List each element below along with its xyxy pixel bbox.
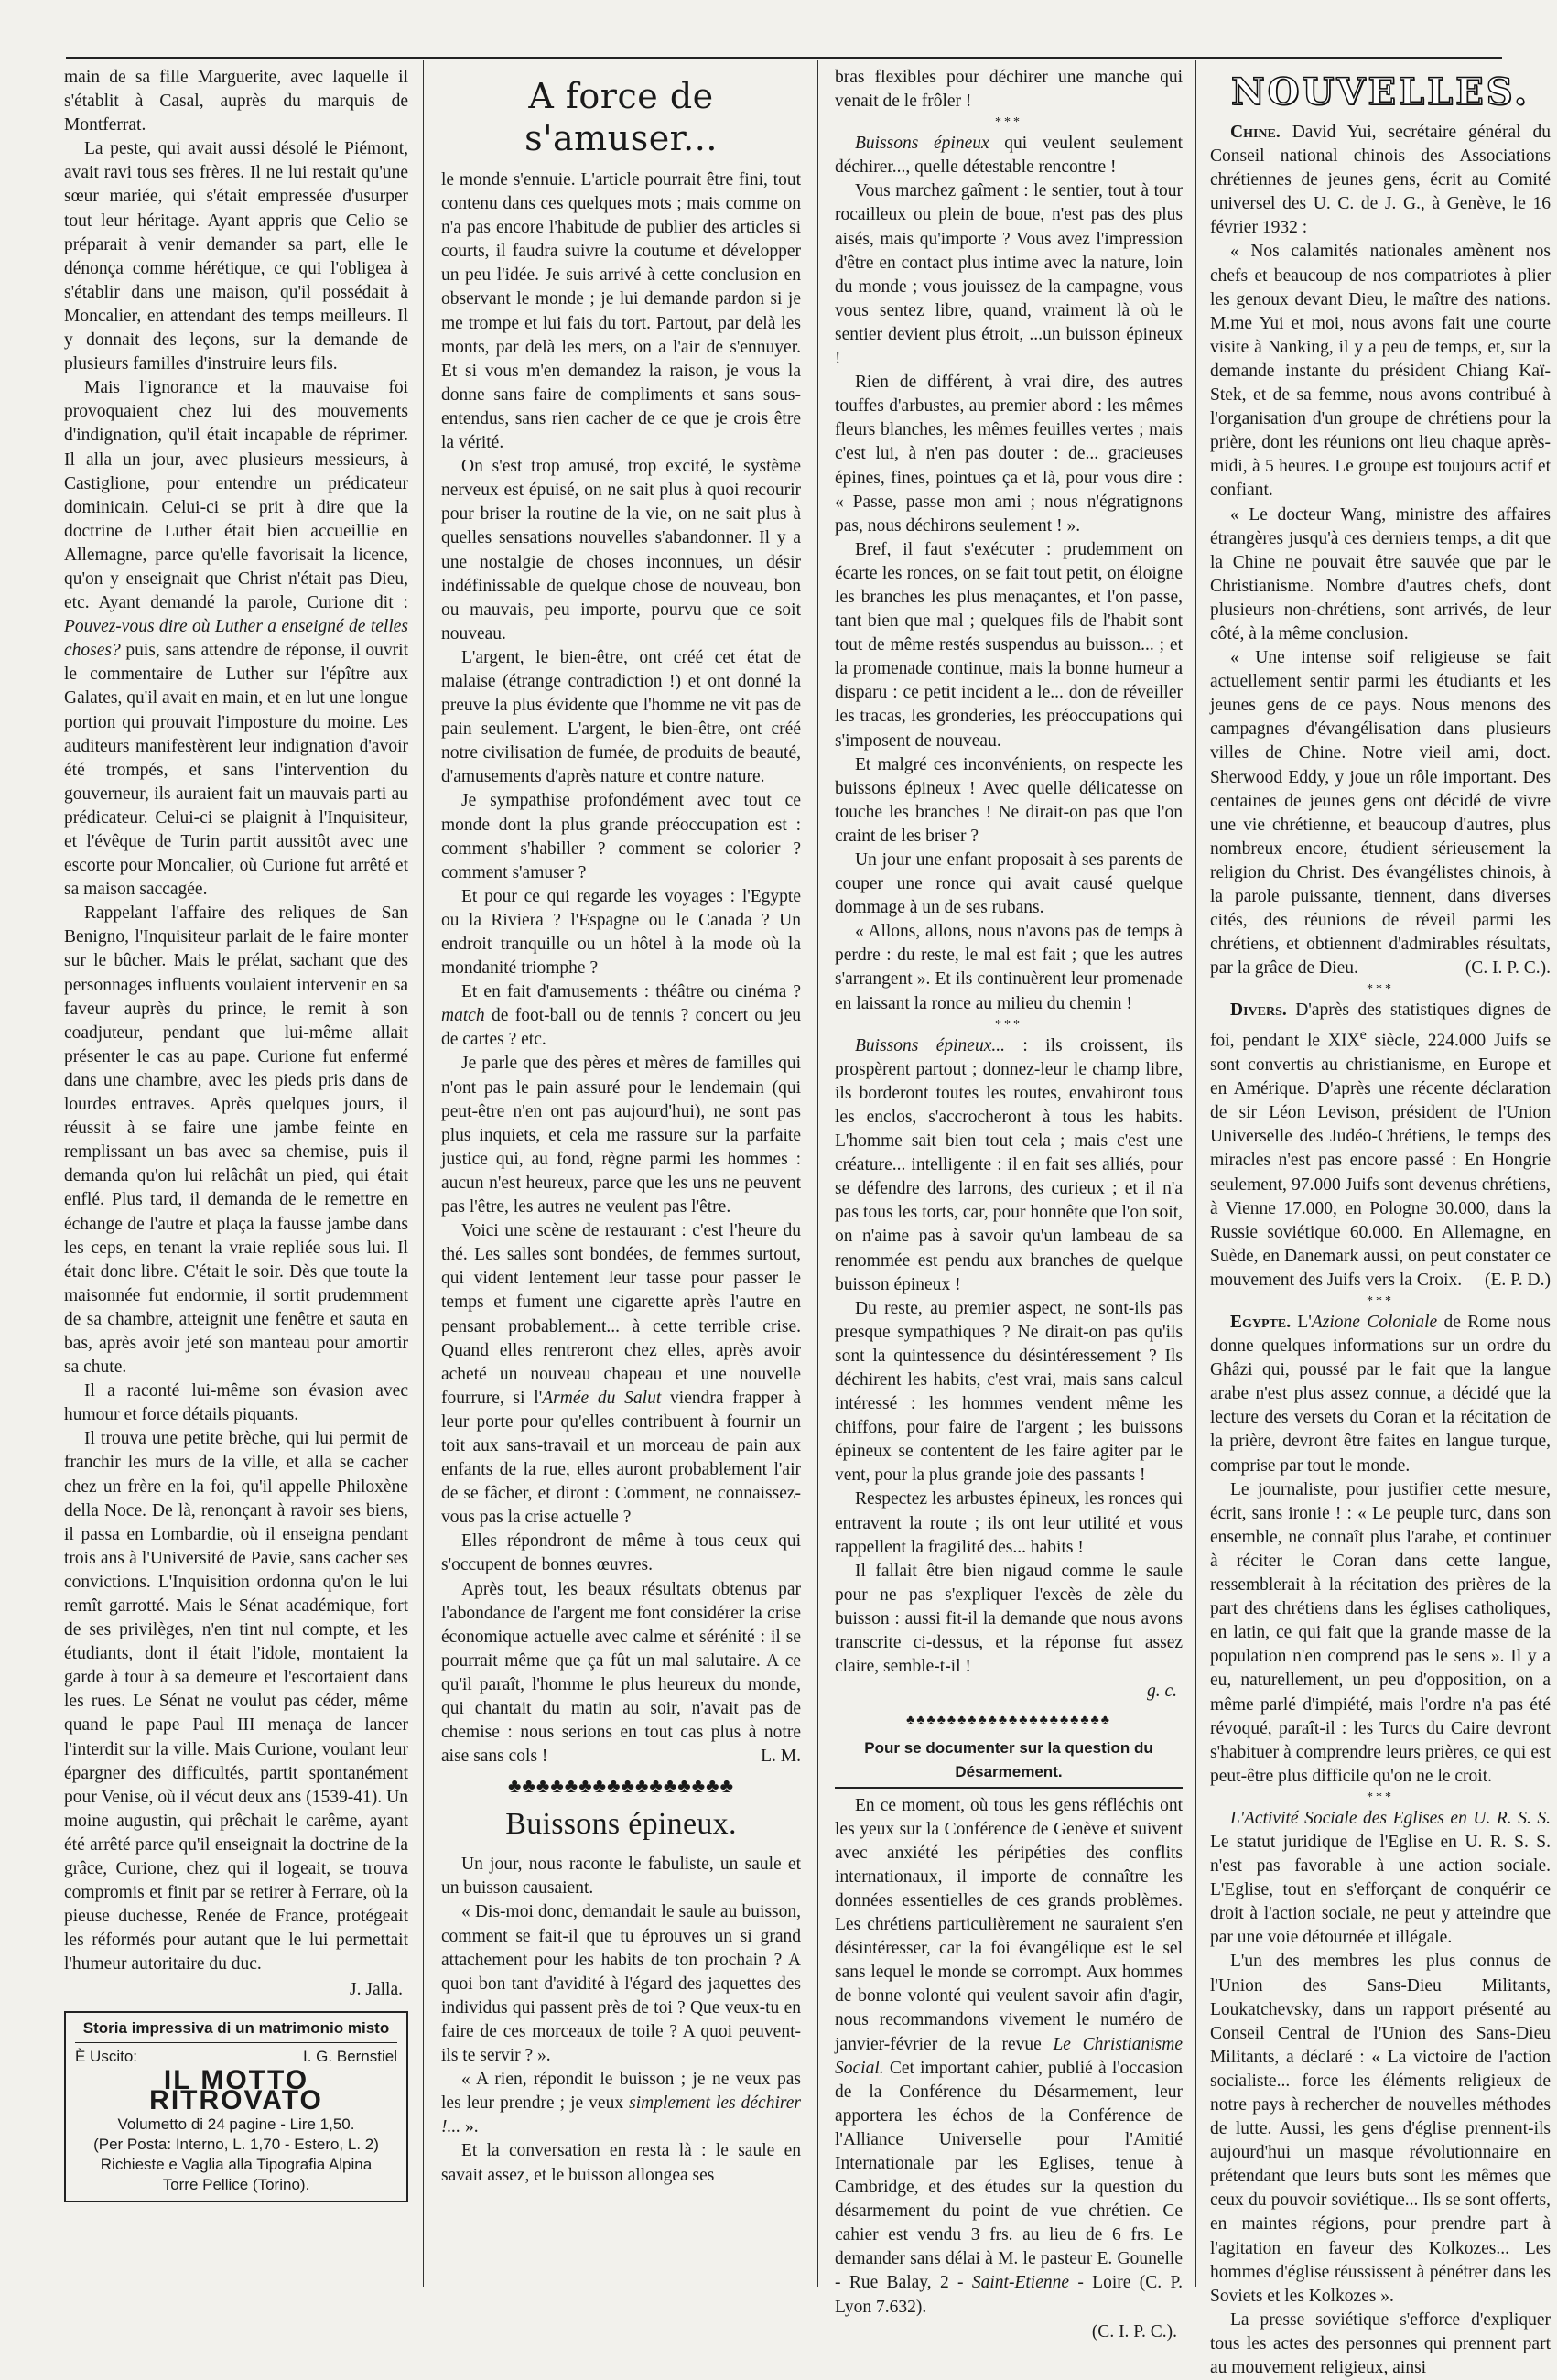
text-run: viendra frapper à leur porte pour qu'elles contribuent à fournir un toit aux sans-travail et un morceau de pain aux enfants de la rue, elles auront probablement l'air de se fâcher, et diront : Comment, ne connaissez-vous pas la crise actuelle ? (441, 1388, 801, 1528)
text-run: qui veulent seulement déchirer..., quelle détestable rencontre ! (835, 134, 1183, 178)
text-run: « A rien, répondit le buisson ; je ne veux pas les leur prendre ; je veux (441, 2070, 801, 2114)
paragraph: Il fallait être bien nigaud comme le saule pour ne pas s'expliquer l'excès de zèle du buisson : aussi fit-il la demande que nous avons transcrite ci-dessus, et la réponse fut assez claire, semble-t-il ! (835, 1561, 1183, 1677)
paragraph: le monde s'ennuie. L'article pourrait être fini, tout contenu dans ces quelques mots ; mais comme on n'a pas encore l'habitude de publier des articles si courts, il faudra suivre la coutume et développer un peu l'idée. Je suis arrivé à cette conclusion en observant le monde ; je lui demande pardon si je me trompe et lui fais du tort. Partout, par delà les monts, par delà les mers, on a l'air de s'ennuyer. Et si vous m'en demandez la raison, je vous la donne sans faire de compliments et sans sous-entendus, sans rien cacher de ce que je crois être la vérité. (441, 170, 801, 453)
ad-address: Torre Pellice (Torino). (162, 2175, 310, 2193)
italic-word: match (441, 1006, 485, 1026)
italic-word: Buissons épineux... (855, 1035, 1005, 1055)
paragraph (835, 132, 1183, 179)
text-run: : ils croissent, ils prospèrent partout ; donnez-leur le champ libre, ils borderont toutes les routes, envahiront tous les enclos, s'accrocheront à tous les habits. L'homme sait bien tout cela ; mais c'est une créature... intelligente : il en fait ses alliés, pour se défendre des larrons, des curieux ; et il n'a pas tous les torts, car, pour honnête que l'on soit, on n'aime pas à savoir qu'un lambeau de sa renommée est pendu aux branches de quelque buisson épineux ! (835, 1035, 1183, 1294)
ad-book-title: IL MOTTO RITROVATO (149, 2064, 323, 2115)
section-stars: *** (1367, 982, 1394, 997)
paragraph: On s'est trop amusé, trop excité, le système nerveux est épuisé, on ne sait plus à quoi recourir pour briser la routine de la vie, on ne sait plus à quelles sensations nouvelles s'abandonner. Il y a une nostalgie de choses inconnues, un désir indéfinissable de quelque chose de nouveau, bon ou mauvais, peu importe, pourvu que ce soit nouveau. (441, 457, 801, 644)
text-run: L' (1291, 1313, 1312, 1332)
ad-row (75, 2047, 397, 2067)
paragraph: Bref, il faut s'exécuter : prudemment on écarte les ronces, on se fait tout petit, on éloigne les branches les plus menaçantes, et l'on passe, tant bien que mal ; quelques fils de l'habit sont tout de même restés suspendus au buisson... ; et la promenade continue, mais la bonne humeur a disparu : ce petit incident a le... don de réveiller les tracas, les gronderies, les préoccupations qui s'imposent de nouveau. (835, 539, 1183, 751)
paragraph (441, 980, 801, 1052)
italic-title: Azione Coloniale (1311, 1313, 1438, 1332)
ornament-divider: ♣♣♣♣♣♣♣♣♣♣♣♣♣♣♣♣♣♣♣♣ (906, 1714, 1111, 1728)
text-run: Mais l'ignorance et la mauvaise foi provoquaient chez lui des mouvements d'indignation, qu'il était incapable de réprimer. Il alla un jour, avec plusieurs messieurs, à Castiglione, pour entendre un prédicateur dominicain. Celui-ci se prit à dire que la doctrine de Luther était bien accueillie en Allemagne, parce qu'elle favorisait la licence, qu'on y enseignait que Christ n'était pas Dieu, etc. Ayant demandé la parole, Curione dit : (64, 378, 408, 613)
text-run: D'après des statistiques dignes de foi, pendant le XIX (1210, 1001, 1551, 1051)
italic-quote: Pouvez-vous dire où Luther a enseigné de telles choses? (64, 617, 408, 661)
top-rule (66, 57, 1502, 59)
section-subhead: Pour se documenter sur la question du Désarmement. (835, 1736, 1183, 1788)
italic-word: Armée du Salut (542, 1388, 662, 1408)
italic-word: Saint-Etienne (971, 2273, 1070, 2293)
text-run: Cet important cahier, publié à l'occasion de la Conférence du Désarmement, leur apportera les échos de la Conférence de l'Alliance Universelle pour l'Amitié Internationale par les Eglises, tenue à Cambridge, et des études sur la question du désarmement du point de vue chrétien. Ce cahier est vendu 3 frs. au lieu de 6 frs. Le demander sans délai à M. le pasteur E. Gounelle - Rue Balay, 2 - (835, 2058, 1183, 2293)
column-4 (1210, 66, 1551, 2378)
paragraph: Le journaliste, pour justifier cette mesure, écrit, sans ironie ! : « Le peuple turc, dans son ensemble, ne connaît plus l'arabe, et continuer à réciter le Coran dans cette langue, ressemblerait à la récitation des prières de la part des chrétiens dans les églises catholiques, en latin, ce qui fait que la grande masse de la population n'en comprend pas le sens ». Il y a eu, naturellement, un peu d'opposition, on a même parlé d'impiété, mais l'ordre n'a pas été révoqué, paraît-il : les Turcs du Caire devront s'habituer à comprendre leurs prières, ce qui est peut-être plus difficile qu'on ne le croit. (1210, 1479, 1551, 1786)
source-signature: (E. P. D.) (1484, 1270, 1551, 1290)
news-label: Chine. (1230, 123, 1281, 142)
italic-word: Buissons épineux (855, 134, 989, 154)
paragraph: Rien de différent, à vrai dire, des autres touffes d'arbustes, au premier abord : les mêmes fleurs blanches, les mêmes feuilles vertes ; mais c'est lui, à n'en pas douter : de... gracieuses épines, fines, pointues ça et là, pour vous dire : « Passe, passe mon ami ; nous n'égratignons pas, nous déchirons seulement ! ». (835, 373, 1183, 536)
paragraph (441, 1578, 801, 1769)
paragraph: La peste, qui avait aussi désolé le Piémont, avait ravi tous ses frères. Il ne lui restait qu'une sœur mariée, qui s'était empressée d'usurper tout leur héritage. Ayant appris que Celio se préparait à venir demander sa part, elle le dénonça comme hérétique, ce qui l'obligea à s'établir dans une maison, qu'il possédait à Moncalier, en attendant des temps meilleurs. Il y donnait des leçons, sur la demande de plusieurs familles d'instruire leurs fils. (64, 139, 408, 374)
paragraph: « Allons, allons, nous n'avons pas de temps à perdre : du reste, le mal est fait ; que les autres s'arrangent ». Et ils continuèrent leur promenade en laissant la ronce au milieu du chemin ! (835, 922, 1183, 1013)
section-stars: *** (995, 115, 1022, 130)
paragraph (64, 376, 408, 902)
paragraph: Je sympathise profondément avec tout ce monde dont la plus grande préoccupation est : comment s'habiller ? comment se colorier ? comment s'amuser ? (441, 791, 801, 882)
paragraph (1210, 999, 1551, 1293)
ad-label: È Uscito: (75, 2047, 138, 2065)
ad-postage: (Per Posta: Interno, L. 1,70 - Estero, L. 2) (93, 2135, 379, 2153)
text-run: de Rome nous donne quelques informations sur un ordre du Ghâzi qui, poussé par le fait que la langue arabe n'est plus assez connue, a décidé que la lecture des versets du Coran et la récitation de la prière, devront être faites en langue turque, comprise par tout le monde. (1210, 1313, 1551, 1476)
paragraph: Un jour, nous raconte le fabuliste, un saule et un buisson causaient. (441, 1855, 801, 1899)
section-stars: *** (1367, 1294, 1394, 1308)
italic-quote: simplement les déchirer !... (441, 2093, 801, 2137)
paragraph (835, 1794, 1183, 2320)
column-3 (835, 66, 1183, 2342)
paragraph: Et pour ce qui regarde les voyages : l'Egypte ou la Riviera ? l'Espagne ou le Canada ? Un endroit tranquille ou un hôtel à la mode où la mondanité triomphe ? (441, 886, 801, 979)
news-label: Egypte. (1230, 1313, 1292, 1332)
text-run: de foot-ball ou de tennis ? concert ou jeu de cartes ? etc. (441, 1006, 801, 1050)
author-signature (835, 1680, 1183, 1704)
article-headline: Buissons épineux. (505, 1807, 737, 1842)
paragraph: « Dis-moi donc, demandait le saule au buisson, comment se fait-il que tu éprouves un si grand attachement pour les habits de ton prochain ? A quoi bon tant d'avidité à l'égard des jaquettes des individus qui passent près de toi ? Que veux-tu en faire de ces morceaux de toile ? A quoi peuvent-ils te servir ? ». (441, 1902, 801, 2066)
paragraph: Et malgré ces inconvénients, on respecte les buissons épineux ! Avec quelle délicatesse on touche les branches ! Ne dirait-on pas que l'on craint de les briser ? (835, 754, 1183, 846)
text-run: ». (460, 2117, 479, 2137)
paragraph (441, 1219, 801, 1530)
paragraph (835, 1034, 1183, 1297)
author-signature: L. M. (761, 1747, 801, 1767)
ad-author: I. G. Bernstiel (303, 2047, 397, 2065)
paragraph: Il trouva une petite brèche, qui lui permit de franchir les murs de la ville, et alla se cacher chez un frère en la foi, qu'il appelle Philoxène della Noce. De là, renonçant à ravoir ses biens, il passa en Lombardie, où il enseigna pendant trois ans à l'Université de Pavie, sans cacher ses convictions. L'Inquisition ordonna qu'on le lui remît garrotté. Mais le Sénat académique, fort de ses privilèges, n'en tint nul compte, et les étudiants, dont il était l'idole, montaient la garde à tour à sa demeure et l'escortaient dans les rues. Le Sénat ne voulut pas céder, même quand le pape Paul III menaça de lancer l'interdit sur la ville. Mais Curione, voulant leur épargner des difficultés, partit spontanément pour Venise, où il vécut deux ans (1539-41). Un moine augustin, qui prêchait le carême, ayant été arrêté parce qu'il enseignait la doctrine de la grâce, Curione, chez qui il logeait, se trouva compromis et finit par se retirer à Ferrare, où la pieuse duchesse, Renée de France, protégeait les réformés pour autant que le lui permettait l'humeur autoritaire du duc. (64, 1429, 408, 1974)
section-stars: *** (1367, 1790, 1394, 1804)
author-signature: J. Jalla. (350, 1979, 403, 1999)
text-run: Et en fait d'amusements : théâtre ou cinéma ? (461, 982, 801, 1002)
column-1 (64, 66, 408, 2281)
text-run: Le statut juridique de l'Eglise en U. R. S. S. n'est pas favorable à une action sociale. L'Eglise, tout en s'efforçant de conquérir ce droit à l'action sociale, ne peut y atteindre que par une voie détournée et illégale. (1210, 1832, 1551, 1948)
section-stars: *** (995, 1017, 1022, 1032)
ad-price: Volumetto di 24 pagine - Lire 1,50. (117, 2115, 355, 2133)
text-run: « Une intense soif religieuse se fait actuellement sentir parmi les étudiants et les jeunes gens de ce pays. Nous menons des campagnes d'évangélisation dans plusieurs villes de Chine. Notre vieil ami, doct. Sherwood Eddy, y joue un rôle important. Des centaines de jeunes gens ont décidé de vivre une vie chrétienne, et beaucoup d'autres, plus nombreux encore, étudient sérieusement la religion du Christ. Des évangélistes chinois, à la parole puissante, tiennent, dans diverses cités, des réunions de réveil parmi les chrétiens, et obtiennent d'admirables résultats, par la grâce de Dieu. (1210, 648, 1551, 979)
advertisement-box (64, 2011, 408, 2202)
paragraph: Vous marchez gaîment : le sentier, tout à tour rocailleux ou plein de boue, n'est pas des plus aisés, mais qu'importe ? Vous avez l'impression d'être en contact plus intime avec la nature, loin du monde ; vous jouissez de la campagne, vous vous sentez libre, quand, vraiment là où le sentier devient plus étroit, ...un buisson épineux ! (835, 181, 1183, 369)
paragraph: Un jour une enfant proposait à ses parents de couper une ronce qui avait causé quelque dommage à un de ses rubans. (835, 850, 1183, 918)
text-run: puis, sans attendre de réponse, il ouvrit le commentaire de Luther sur l'épître aux Galates, qu'il avait en main, et en lut une longue portion qui prouvait l'imposture du moine. Les auditeurs manifestèrent leur indignation d'avoir été trompés, et sans l'intervention du gouverneur, ils auraient fait un mauvais parti au prédicateur. Celui-ci se plaignit à l'Inquisiteur, et l'évêque de Turin partit aussitôt avec une escorte pour Moncalier, où Curione fut arrêté et sa maison saccagée. (64, 641, 408, 900)
section-title: NOUVELLES. (1231, 70, 1530, 114)
text-run: En ce moment, où tous les gens réfléchis ont les yeux sur la Conférence de Genève et suivent avec anxiété les péripéties des conflits internationaux, il importe de connaître les données essentielles de ces grands problèmes. Les chrétiens particulièrement ne sauraient s'en désintéresser, car la foi évangélique est le sel sans lequel le monde se corrompt. Aux hommes de bonne volonté qui veulent savoir afin d'agir, nous recommandons vivement le numéro de janvier-février de la revue (835, 1795, 1183, 2054)
text-run: David Yui, secrétaire général du Conseil national chinois des Associations chrétiennes de jeunes gens, écrit au Comité universel des U. C. de J. G., à Genève, le 16 février 1932 : (1210, 123, 1551, 238)
paragraph: Il a raconté lui-même son évasion avec humour et force détails piquants. (64, 1381, 408, 1425)
paragraph: « Le docteur Wang, ministre des affaires étrangères jusqu'à ces derniers temps, a dit que la Chine ne pouvait être sauvée que par le Christianisme. Nombre d'autres chefs, dont plusieurs non-chrétiens, sont arrivés, de leur côté, à la même conclusion. (1210, 504, 1551, 644)
paragraph: Elles répondront de même à tous ceux qui s'occupent de bonnes œuvres. (441, 1531, 801, 1575)
italic-title: Le Christianisme Social. (835, 2034, 1183, 2078)
text-run: Voici une scène de restaurant : c'est l'heure du thé. Les salles sont bondées, de femmes surtout, qui vident lentement leur tasse pour passer le temps et fument une cigarette après l'autre en pensant probablement... à cette terrible crise. Quand elles rentreront chez elles, après avoir acheté un nouveau chapeau et une nouvelle fourrure, si l' (441, 1221, 801, 1408)
paragraph: L'un des membres les plus connus de l'Union des Sans-Dieu Militants, Loukatchevsky, dans un rapport présenté au Conseil Central de l'Union des Sans-Dieu Militants, a déclaré : « La victoire de l'action socialiste... force les éléments religieux de notre pays à rechercher de nouvelles méthodes de lutte. Aussi, les gens d'église prennent-ils aujourd'hui un masque révolutionnaire en prétendant que leurs buts sont les mêmes que ceux du pouvoir soviétique... Ils se sont offerts, en maintes régions, pour prendre part à l'agitation en faveur des Kolkozes... Les hommes d'église réussissent à pénétrer dans les Soviets et les Kolkozes ». (1210, 1952, 1551, 2306)
superscript: e (1359, 1026, 1367, 1044)
signature-text: g. c. (1146, 1682, 1177, 1702)
paragraph: « Nos calamités nationales amènent nos chefs et beaucoup de nos compatriotes à plier les genoux devant Dieu, le maître des nations. M.me Yui et moi, nous avons fait une courte visite à Nanking, il y a peu de temps, et, sur la demande instante du président Chiang Kaï-Stek, et de sa femme, nous avons contribué à l'organisation d'un groupe de chrétiens pour la prière, dont les réunions ont lieu chaque après-midi, à 5 heures. Le groupe est toujours actif et confiant. (1210, 242, 1551, 501)
column-divider (423, 60, 424, 2287)
column-divider (1195, 60, 1196, 2287)
source-signature: (C. I. P. C.). (1091, 2321, 1177, 2342)
paragraph (1210, 1807, 1551, 1951)
news-label: Divers. (1230, 1001, 1287, 1021)
paragraph: La presse soviétique s'efforce d'expliquer tous les actes des personnes qui prennent part au mouvement religieux, ainsi (1210, 2310, 1551, 2378)
italic-title: L'Activité Sociale des Eglises en U. R. S. S. (1230, 1808, 1551, 1828)
paragraph (1210, 121, 1551, 240)
paragraph: Et la conversation en resta là : le saule en savait assez, et le buisson allongea ses (441, 2141, 801, 2185)
paragraph: bras flexibles pour déchirer une manche qui venait de le frôler ! (835, 68, 1183, 112)
ad-order-info: Richieste e Vaglia alla Tipografia Alpina (100, 2155, 373, 2173)
text-run: siècle, 224.000 Juifs se sont convertis au christianisme, en Europe et en Amérique. D'après une récente déclaration de sir Léon Levison, président de l'Union Universelle des Judéo-Chrétiens, le temps des miracles n'est pas encore passé : En Hongrie seulement, 97.000 Juifs sont devenus chrétiens, à Vienne 17.000, en Pologne 30.000, dans la Russie soviétique 60.000. En Allemagne, en Suède, en Danemark aussi, on peut constater ce mouvement des Juifs vers la Croix. (1210, 1031, 1551, 1290)
paragraph: Rappelant l'affaire des reliques de San Benigno, l'Inquisiteur parlait de le faire monter sur le bûcher. Mais le prélat, sachant que des personnages influents voulaient intervenir en sa faveur auprès du prince, le remit à son coadjuteur, pendant que lui-même allait présenter le cas au pape. Curione fut enfermé dans une chambre, avec les pieds pris dans de lourdes entraves. Après quelques jours, il réussit à se faire une jambe feinte en remplissant un bas avec sa chemise, puis il demanda qu'on lui relâchât un pied, qui était enflé. Plus tard, il demanda de le remettre en échange de l'autre et plaça la fausse jambe dans les ceps, en tenant la vraie repliée sous lui. Il était donc libre. C'était le soir. Dès que toute la maisonnée fut endormie, il sortit prudemment de sa chambre, atteignit une fenêtre et sauta en bas, après avoir jeté son manteau pour amortir sa chute. (64, 903, 408, 1378)
source-signature: (C. I. P. C.). (1465, 958, 1551, 979)
paragraph: Du reste, au premier aspect, ne sont-ils pas presque sympathiques ? Ne dirait-on pas qu'ils sont la quintessence du désintéressement ? Ils déchirent les habits, c'est vrai, mais sans calcul intéressé : les hommes vendent même les chiffons, pour faire de l'argent ; les buissons épineux se contentent de les faire agiter par le vent, pour la plus grande joie des passants ! (835, 1298, 1183, 1486)
paragraph (441, 2068, 801, 2139)
paragraph: Je parle que des pères et mères de familles qui n'ont pas le pain assuré pour le lendemain (qui peut-être n'en ont pas aujourd'hui), ne sont pas plus inquiets, et cela me rassure sur la parfaite justice qui, au fond, règne parmi les hommes : aucun n'est heureux, parce que les uns ne peuvent pas l'être, les autres ne veulent pas l'être. (441, 1054, 801, 1217)
paragraph: L'argent, le bien-être, ont créé cet état de malaise (étrange contradiction !) et ont donné la preuve la plus évidente que l'homme ne vit pas de pain seulement. L'argent, le bien-être, ont créé notre civilisation de fumée, de produits de beauté, d'amusements d'après nature et contre nature. (441, 647, 801, 787)
text-run: Après tout, les beaux résultats obtenus par l'abondance de l'argent me font considérer la crise économique actuelle avec calme et sérénité : il se pourrait même que ça fût un mal salutaire. A ce qu'il paraît, l'homme le plus heureux du monde, qui chantait du matin au soir, n'avait pas de chemise : nous serions en tout cas plus à notre aise sans cols ! (441, 1579, 801, 1767)
ad-title: Storia impressiva di un matrimonio misto (75, 2018, 397, 2043)
column-divider (817, 60, 818, 2287)
paragraph (1210, 1311, 1551, 1478)
column-2 (441, 66, 801, 2281)
ornament-divider: ♣♣♣♣♣♣♣♣♣♣♣♣♣♣♣♣ (508, 1774, 734, 1798)
text-run: - Loire (C. P. Lyon 7.632). (835, 2273, 1183, 2317)
paragraph (1210, 646, 1551, 980)
paragraph: Respectez les arbustes épineux, les ronces qui entravent la route ; ils ont leur utilité et vous rappellent la fragilité des... habits ! (835, 1489, 1183, 1557)
article-headline: A force de s'amuser... (524, 76, 718, 158)
paragraph: main de sa fille Marguerite, avec laquelle il s'établit à Casal, auprès du marquis de Montferrat. (64, 68, 408, 135)
